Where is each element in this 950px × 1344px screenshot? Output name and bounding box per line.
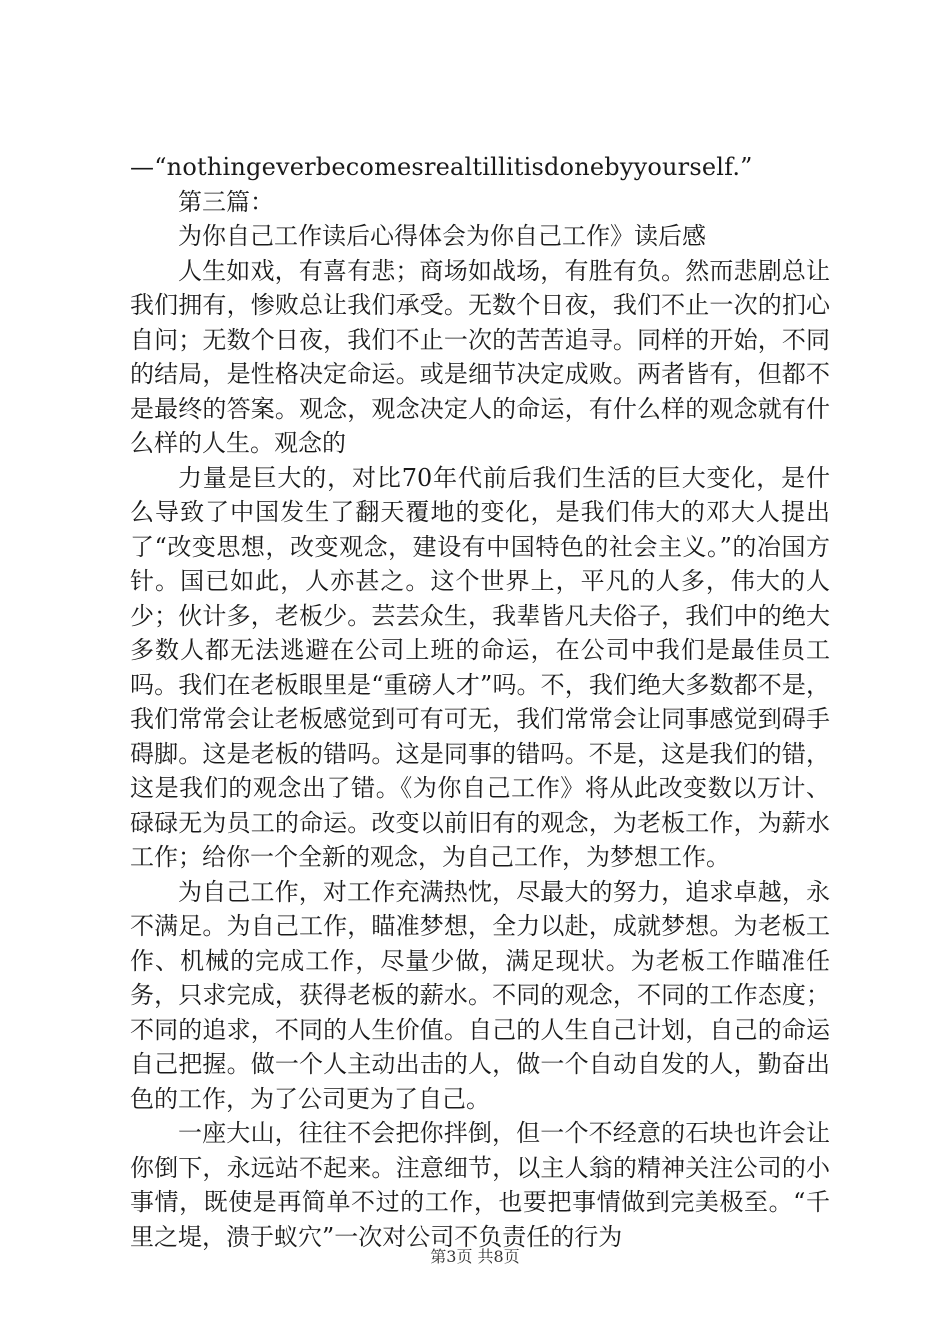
- document-body: [130, 150, 830, 1254]
- section-heading: 第三篇：: [178, 187, 274, 216]
- paragraph: 为自己工作，对工作充满热忱，尽最大的努力，追求卓越，永不满足。为自己工作，瞄准梦想，全力以赴，成就梦想。为老板工作、机械的完成工作，尽量少做，满足现状。为老板工作瞄准任务，只求完成，获得老板的薪水。不同的观念，不同的工作态度；不同的追求，不同的人生价值。自己的人生自己计划，自己的命运自己把握。做一个人主动出击的人，做一个自动自发的人，勤奋出色的工作，为了公司更为了自己。: [130, 877, 830, 1113]
- article-title: 为你自己工作读后心得体会为你自己工作》读后感: [178, 222, 706, 250]
- page-footer: 第3页 共8页: [430, 1247, 520, 1266]
- paragraph: 一座大山，往往不会把你拌倒，但一个不经意的石块也许会让你倒下，永远站不起来。注意细节，以主人翁的精神关注公司的小事情，既使是再简单不过的工作，也要把事情做到完美极至。“千里之堤，溃于蚁穴”一次对公司不负责任的行为: [130, 1119, 830, 1251]
- quote-line: —“nothingeverbecomesrealtillitisdonebyyourself.”: [130, 153, 753, 181]
- paragraph: 人生如戏，有喜有悲；商场如战场，有胜有负。然而悲剧总让我们拥有，惨败总让我们承受。无数个日夜，我们不止一次的扪心自问；无数个日夜，我们不止一次的苦苦追寻。同样的开始，不同的结局，是性格决定命运。或是细节决定成败。两者皆有，但都不是最终的答案。观念，观念决定人的命运，有什么样的观念就有什么样的人生。观念的: [130, 256, 830, 457]
- paragraph: 力量是巨大的，对比70年代前后我们生活的巨大变化，是什么导致了中国发生了翻天覆地的变化，是我们伟大的邓大人提出了“改变思想，改变观念，建设有中国特色的社会主义。”的冶国方针。国已如此，人亦甚之。这个世界上，平凡的人多，伟大的人少；伙计多，老板少。芸芸众生，我辈皆凡夫俗子，我们中的绝大多数人都无法逃避在公司上班的命运，在公司中我们是最佳员工吗。我们在老板眼里是“重磅人才”吗。不，我们绝大多数都不是，我们常常会让老板感觉到可有可无，我们常常会让同事感觉到碍手碍脚。这是老板的错吗。这是同事的错吗。不是，这是我们的错，这是我们的观念出了错。《为你自己工作》将从此改变数以万计、碌碌无为员工的命运。改变以前旧有的观念，为老板工作，为薪水工作；给你一个全新的观念，为自己工作，为梦想工作。: [130, 463, 830, 871]
